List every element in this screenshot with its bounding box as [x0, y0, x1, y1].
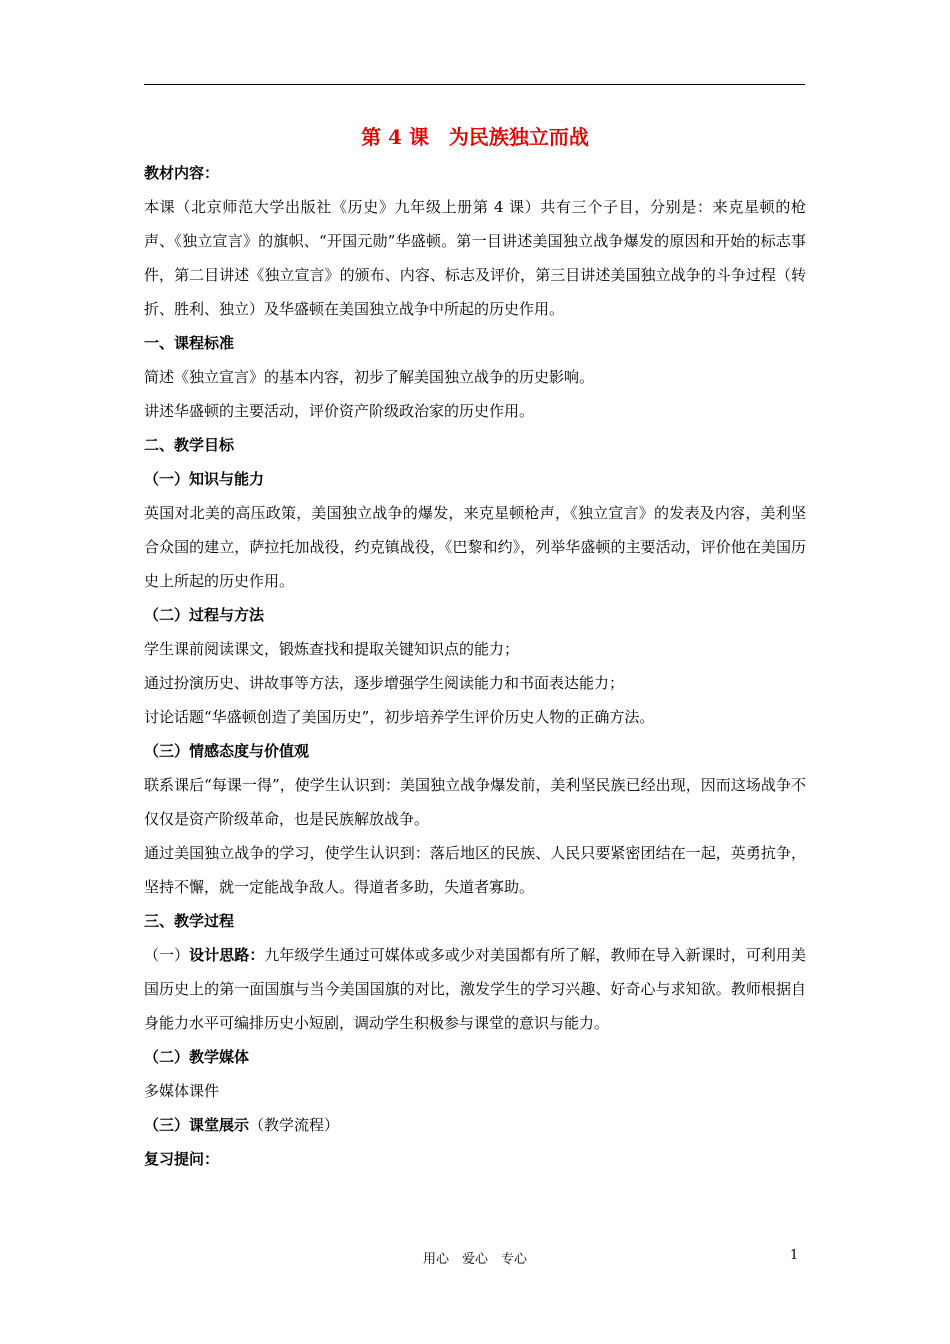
- design-body: 九年级学生通过可媒体或多或少对美国都有所了解，教师在导入新课时，可利用美国历史上的第一面国旗与当今美国国旗的对比，激发学生的学习兴趣、好奇心与求知欲。教师根据自身能力水平可编排历史小短剧，调动学生积极参与课堂的意识与能力。: [144, 946, 806, 1032]
- curriculum-heading: 一、课程标准: [144, 334, 235, 352]
- header-rule: [144, 84, 805, 85]
- page-number: 1: [790, 1248, 799, 1263]
- media-heading: （二）教学媒体: [144, 1048, 250, 1066]
- process-p2: 通过扮演历史、讲故事等方法，逐步增强学生阅读能力和书面表达能力；: [144, 674, 625, 692]
- document-body: [144, 120, 806, 1176]
- teaching-process-heading: 三、教学过程: [144, 912, 235, 930]
- knowledge-body: 英国对北美的高压政策，美国独立战争的爆发，来克星顿枪声，《独立宣言》的发表及内容，美利坚合众国的建立，萨拉托加战役，约克镇战役，《巴黎和约》，列举华盛顿的主要活动，评价他在美国历史上所起的历史作用。: [144, 504, 806, 590]
- review-heading: 复习提问：: [144, 1150, 220, 1168]
- display-label: 课堂展示: [189, 1116, 250, 1134]
- knowledge-heading: （一）知识与能力: [144, 470, 265, 488]
- display-line: [144, 1108, 806, 1142]
- design-label: 设计思路：: [189, 946, 265, 964]
- values-heading: （三）情感态度与价值观: [144, 742, 310, 760]
- media-body: 多媒体课件: [144, 1082, 220, 1100]
- curriculum-p1: 简述《独立宣言》的基本内容，初步了解美国独立战争的历史影响。: [144, 368, 595, 386]
- process-heading: （二）过程与方法: [144, 606, 265, 624]
- design-prefix: （一）: [144, 946, 190, 964]
- footer-motto: 用心 爱心 专心: [422, 1252, 527, 1267]
- lesson-title: 第 4 课 为民族独立而战: [361, 125, 589, 149]
- display-suffix: （教学流程）: [249, 1116, 340, 1134]
- values-p1: 联系课后“每课一得”，使学生认识到：美国独立战争爆发前，美利坚民族已经出现，因而这场战争不仅仅是资产阶级革命，也是民族解放战争。: [144, 776, 806, 828]
- process-p1: 学生课前阅读课文，锻炼查找和提取关键知识点的能力；: [144, 640, 520, 658]
- design-paragraph: [144, 938, 806, 1040]
- values-p2: 通过美国独立战争的学习，使学生认识到：落后地区的民族、人民只要紧密团结在一起，英勇抗争，坚持不懈，就一定能战争敌人。得道者多助，失道者寡助。: [144, 844, 806, 896]
- process-p3: 讨论话题“华盛顿创造了美国历史”，初步培养学生评价历史人物的正确方法。: [144, 708, 655, 726]
- curriculum-p2: 讲述华盛顿的主要活动，评价资产阶级政治家的历史作用。: [144, 402, 535, 420]
- objectives-heading: 二、教学目标: [144, 436, 235, 454]
- display-prefix: （三）: [144, 1116, 190, 1134]
- materials-body: 本课（北京师范大学出版社《历史》九年级上册第 4 课）共有三个子目，分别是：来克星顿的枪声、《独立宣言》的旗帜、“开国元勋”华盛顿。第一目讲述美国独立战争爆发的原因和开始的标志事件，第二目讲述《独立宣言》的颁布、内容、标志及评价，第三目讲述美国独立战争的斗争过程（转折、胜利、独立）及华盛顿在美国独立战争中所起的历史作用。: [144, 198, 806, 318]
- materials-heading: 教材内容：: [144, 164, 220, 182]
